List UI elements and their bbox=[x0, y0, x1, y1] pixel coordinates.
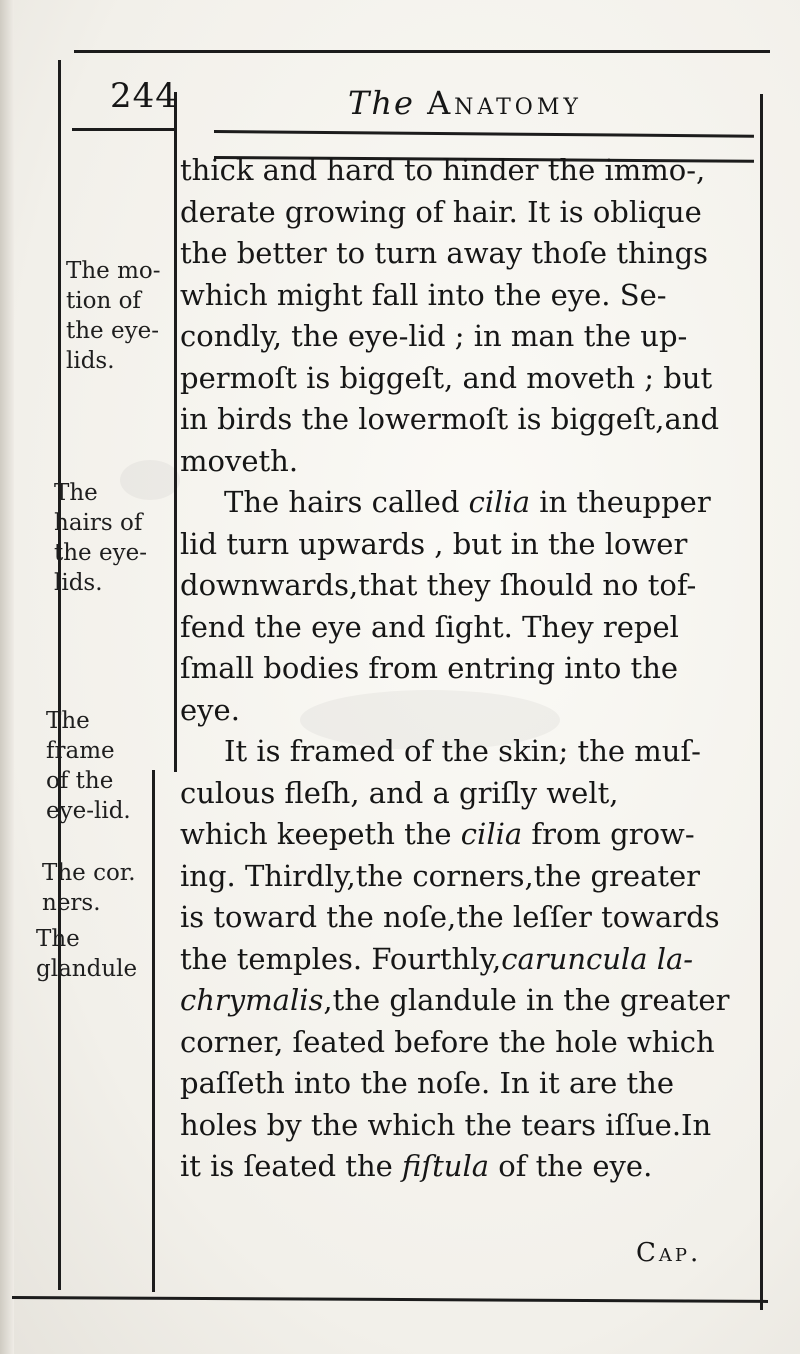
text-run: ing. Thirdly,the corners,the greater bbox=[180, 858, 701, 893]
italic-term: fiſtula bbox=[402, 1149, 490, 1183]
paragraph bbox=[180, 731, 758, 1188]
text-line bbox=[180, 690, 758, 732]
text-run: derate growing of hair. It is oblique bbox=[180, 194, 702, 229]
italic-term: cilia bbox=[468, 485, 530, 519]
text-line bbox=[180, 233, 758, 275]
page-number: 244 bbox=[110, 76, 178, 116]
running-head bbox=[348, 84, 582, 122]
text-line bbox=[180, 192, 758, 234]
text-line bbox=[180, 1105, 758, 1147]
text-run: in theupper bbox=[530, 485, 711, 519]
text-run: in birds the lowermoſt is biggeſt,and bbox=[180, 402, 720, 436]
margin-note-motion: The mo- tion of the eye- lids. bbox=[66, 258, 161, 374]
text-line bbox=[180, 441, 758, 483]
italic-term: caruncula la- bbox=[501, 941, 694, 976]
text-run: is toward the noſe,the leſſer towards bbox=[180, 900, 720, 934]
header-underline-left bbox=[72, 128, 176, 131]
italic-term: chrymalis bbox=[180, 983, 324, 1017]
text-line bbox=[180, 1146, 758, 1188]
text-line bbox=[180, 731, 758, 773]
text-run: holes by the which the tears iſſue.In bbox=[180, 1107, 712, 1142]
text-run: ſmall bodies from entring into the bbox=[180, 651, 679, 685]
margin-divider-lower bbox=[152, 770, 155, 1292]
text-run: eye. bbox=[180, 692, 240, 727]
text-line bbox=[180, 814, 758, 856]
top-frame-rule bbox=[74, 50, 770, 53]
text-run: permoſt is biggeſt, and moveth ; but bbox=[180, 360, 713, 395]
text-run: The hairs called bbox=[224, 485, 469, 519]
text-line bbox=[180, 607, 758, 649]
text-run: lid turn upwards , but in the lower bbox=[180, 526, 688, 561]
text-line bbox=[180, 648, 758, 690]
text-line bbox=[180, 1022, 758, 1064]
text-run: it is ſeated the bbox=[180, 1149, 403, 1183]
header-underline-right bbox=[214, 130, 754, 138]
text-line bbox=[180, 316, 758, 358]
paragraph bbox=[180, 150, 758, 482]
text-line bbox=[180, 939, 758, 981]
text-line bbox=[180, 897, 758, 939]
page-edge-shadow bbox=[0, 0, 14, 1354]
text-run: fend the eye and ſight. They repel bbox=[180, 609, 679, 644]
text-line bbox=[180, 150, 758, 192]
text-run: ,the glandule in the greater bbox=[323, 983, 730, 1017]
text-line bbox=[180, 358, 758, 400]
margin-divider-upper bbox=[174, 92, 177, 772]
text-run: the better to turn away thoſe things bbox=[180, 236, 709, 270]
text-run: which might fall into the eye. Se- bbox=[180, 277, 667, 312]
text-line bbox=[180, 856, 758, 898]
text-run: the temples. Fourthly, bbox=[180, 941, 502, 976]
bottom-frame-rule bbox=[12, 1296, 768, 1303]
outer-right-rule bbox=[760, 94, 763, 1310]
catchword: Cap. bbox=[636, 1238, 702, 1268]
text-run: downwards,that they ſhould no tof- bbox=[180, 568, 697, 602]
text-run: corner, ſeated before the hole which bbox=[180, 1024, 715, 1059]
margin-note-hairs: The hairs of the eye- lids. bbox=[54, 480, 147, 596]
text-line bbox=[180, 524, 758, 566]
italic-term: cilia bbox=[460, 817, 523, 851]
text-line bbox=[180, 565, 758, 607]
text-line bbox=[180, 980, 758, 1022]
text-line bbox=[180, 482, 758, 524]
text-run: paſſeth into the noſe. In it are the bbox=[180, 1066, 675, 1100]
text-line bbox=[180, 773, 758, 815]
text-line bbox=[180, 1063, 758, 1105]
margin-note-corners: The cor. ners. bbox=[42, 860, 136, 916]
running-head-article: The bbox=[348, 84, 415, 122]
outer-left-rule bbox=[58, 60, 61, 1290]
margin-note-glandule: The glandule bbox=[36, 926, 138, 982]
text-run: thick and hard to hinder the immo-, bbox=[180, 153, 706, 187]
text-run: culous fleſh, and a griſly welt, bbox=[180, 775, 619, 810]
text-run: condly, the eye-lid ; in man the up- bbox=[180, 319, 688, 353]
text-line bbox=[180, 399, 758, 441]
text-run: moveth. bbox=[180, 443, 299, 478]
text-run: which keepeth the bbox=[180, 817, 461, 851]
text-run: from grow- bbox=[522, 817, 695, 851]
text-run: It is framed of the skin; the muſ- bbox=[224, 734, 701, 768]
text-line bbox=[180, 275, 758, 317]
running-head-title: Anatomy bbox=[427, 84, 582, 122]
margin-note-frame: The frame of the eye-lid. bbox=[46, 708, 131, 824]
text-run: of the eye. bbox=[489, 1149, 653, 1183]
body-text bbox=[180, 150, 758, 1188]
paragraph bbox=[180, 482, 758, 731]
